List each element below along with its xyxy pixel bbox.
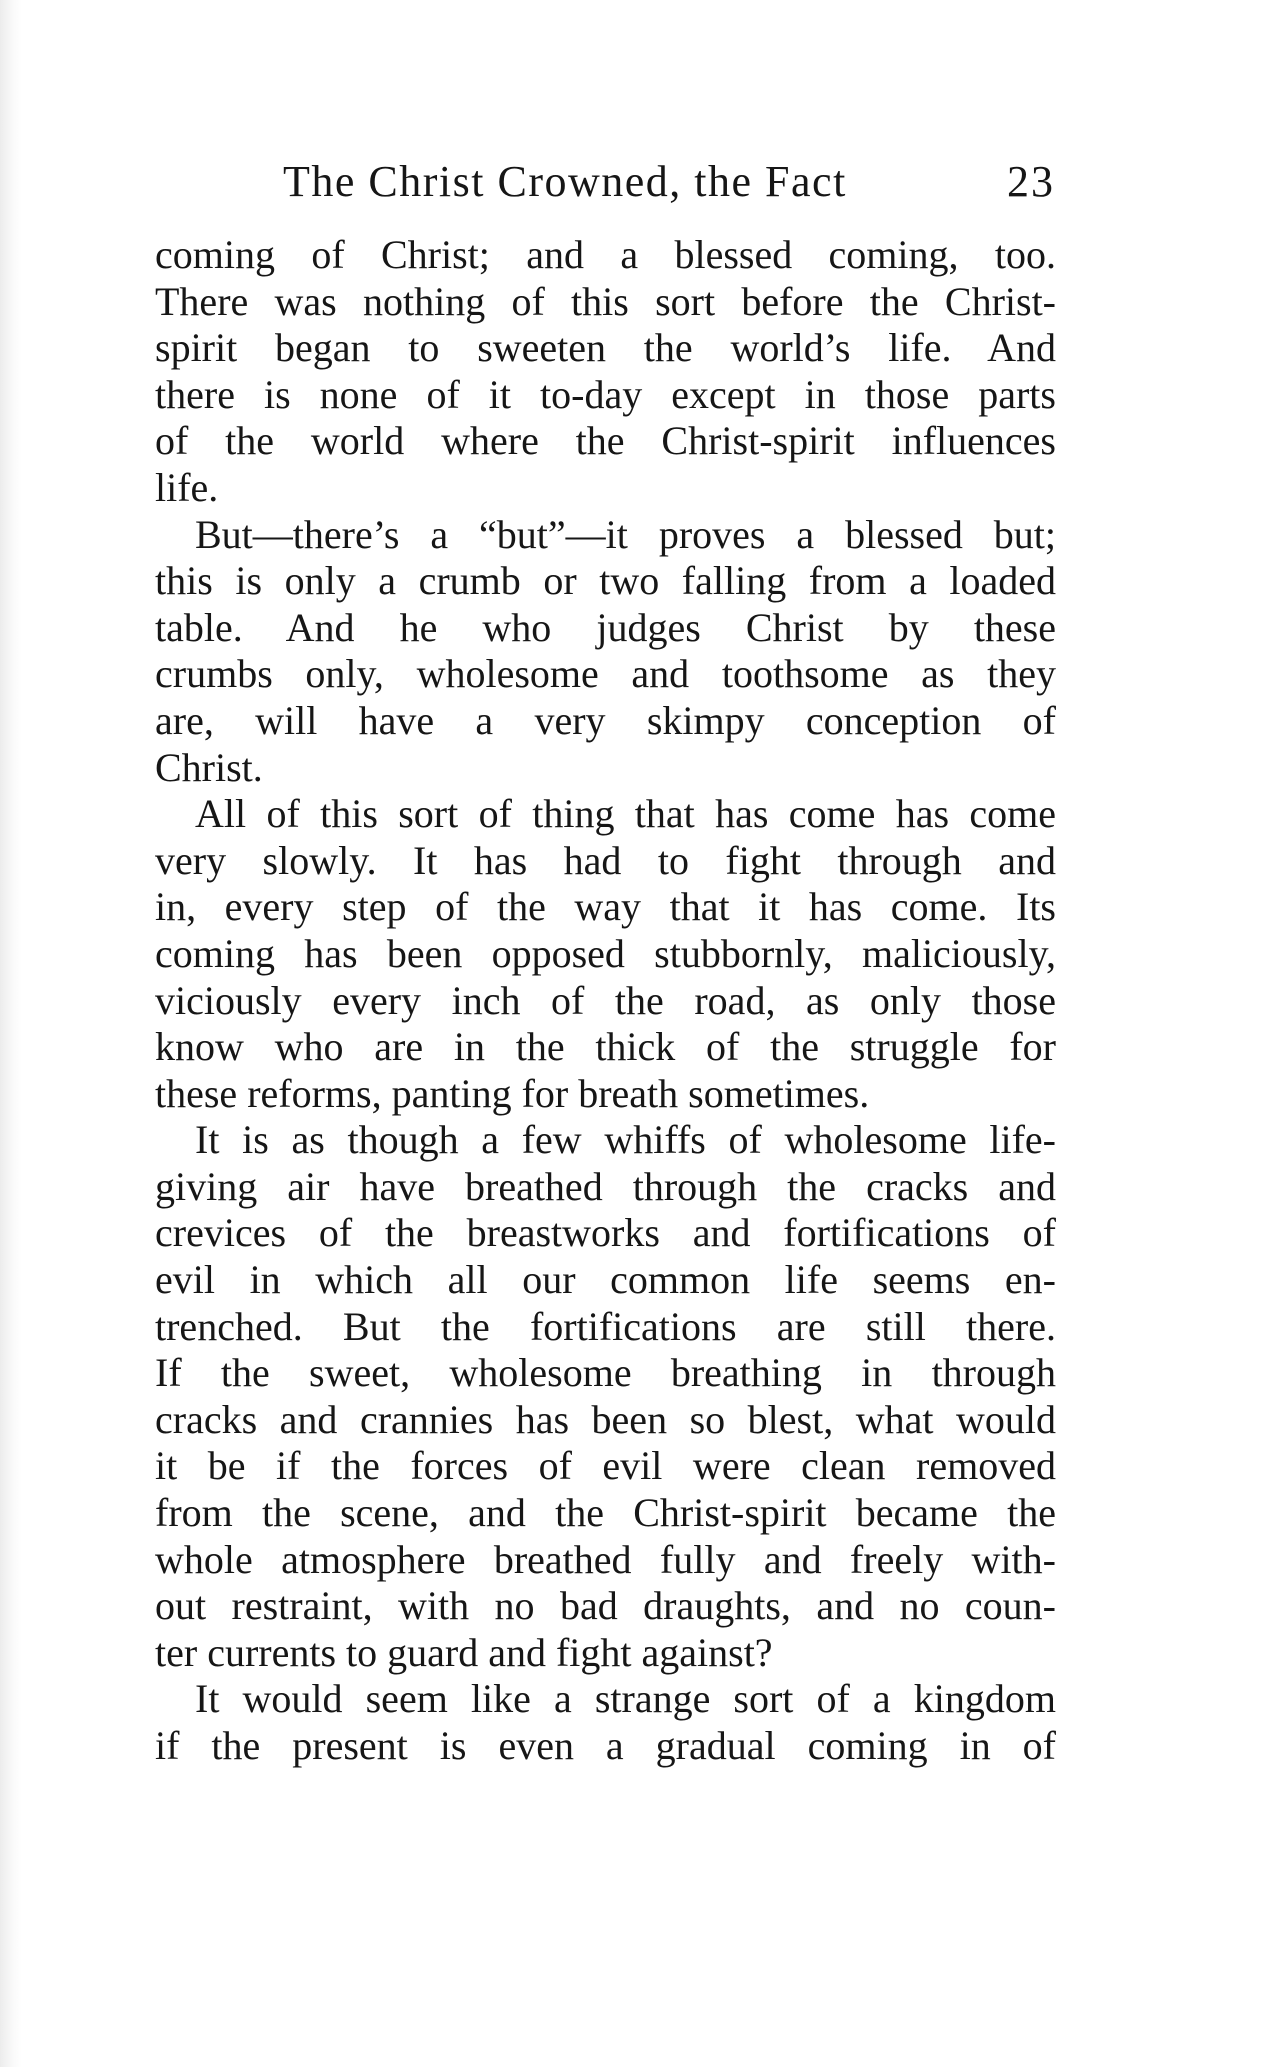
text-line: crumbs only, wholesome and toothsome as they — [155, 651, 1056, 697]
text-line: are, will have a very skimpy conception of — [155, 697, 1056, 743]
text-line: know who are in the thick of the struggle for — [155, 1024, 1056, 1070]
text-line: Christ. — [155, 744, 263, 790]
text-line: out restraint, with no bad draughts, and no coun- — [155, 1583, 1056, 1629]
text-line: these reforms, panting for breath sometimes. — [155, 1070, 870, 1116]
text-line: whole atmosphere breathed fully and freely with- — [155, 1536, 1056, 1582]
text-line: spirit began to sweeten the world’s life. And — [155, 325, 1056, 371]
text-line: ter currents to guard and fight against? — [155, 1629, 773, 1675]
text-line: cracks and crannies has been so blest, what would — [155, 1396, 1056, 1442]
text-line: coming of Christ; and a blessed coming, too. — [155, 232, 1056, 277]
text-line: trenched. But the fortifications are still there. — [155, 1303, 1056, 1349]
running-title: The Christ Crowned, the Fact — [283, 157, 847, 206]
text-line: crevices of the breastworks and fortifications of — [155, 1210, 1056, 1256]
text-line: All of this sort of thing that has come has come — [195, 791, 1056, 837]
text-line: it be if the forces of evil were clean removed — [155, 1443, 1056, 1489]
text-line: from the scene, and the Christ-spirit became the — [155, 1490, 1056, 1536]
text-line: this is only a crumb or two falling from a loaded — [155, 558, 1056, 604]
text-line: if the present is even a gradual coming in of — [155, 1723, 1056, 1768]
text-line: of the world where the Christ-spirit influences — [155, 418, 1056, 464]
text-line: giving air have breathed through the cracks and — [155, 1163, 1056, 1209]
text-line: coming has been opposed stubbornly, maliciously, — [155, 930, 1056, 976]
text-line: life. — [155, 464, 219, 510]
text-line: viciously every inch of the road, as only those — [155, 977, 1056, 1023]
text-line: It would seem like a strange sort of a kingdom — [195, 1676, 1056, 1722]
page-number: 23 — [1007, 157, 1055, 206]
page-edge-shadow — [0, 0, 22, 2067]
text-line: If the sweet, wholesome breathing in through — [155, 1350, 1056, 1396]
body-text — [155, 232, 1056, 1770]
text-line: very slowly. It has had to fight through and — [155, 837, 1056, 883]
text-line: But—there’s a “but”—it proves a blessed but; — [195, 511, 1056, 557]
text-line: evil in which all our common life seems en- — [155, 1257, 1056, 1303]
text-line: table. And he who judges Christ by these — [155, 604, 1056, 650]
running-head — [155, 150, 1055, 210]
text-line: there is none of it to-day except in those parts — [155, 371, 1056, 417]
text-line: It is as though a few whiffs of wholesome life- — [195, 1117, 1056, 1163]
text-line: in, every step of the way that it has come. Its — [155, 884, 1056, 930]
text-line: There was nothing of this sort before the Christ- — [155, 278, 1056, 324]
